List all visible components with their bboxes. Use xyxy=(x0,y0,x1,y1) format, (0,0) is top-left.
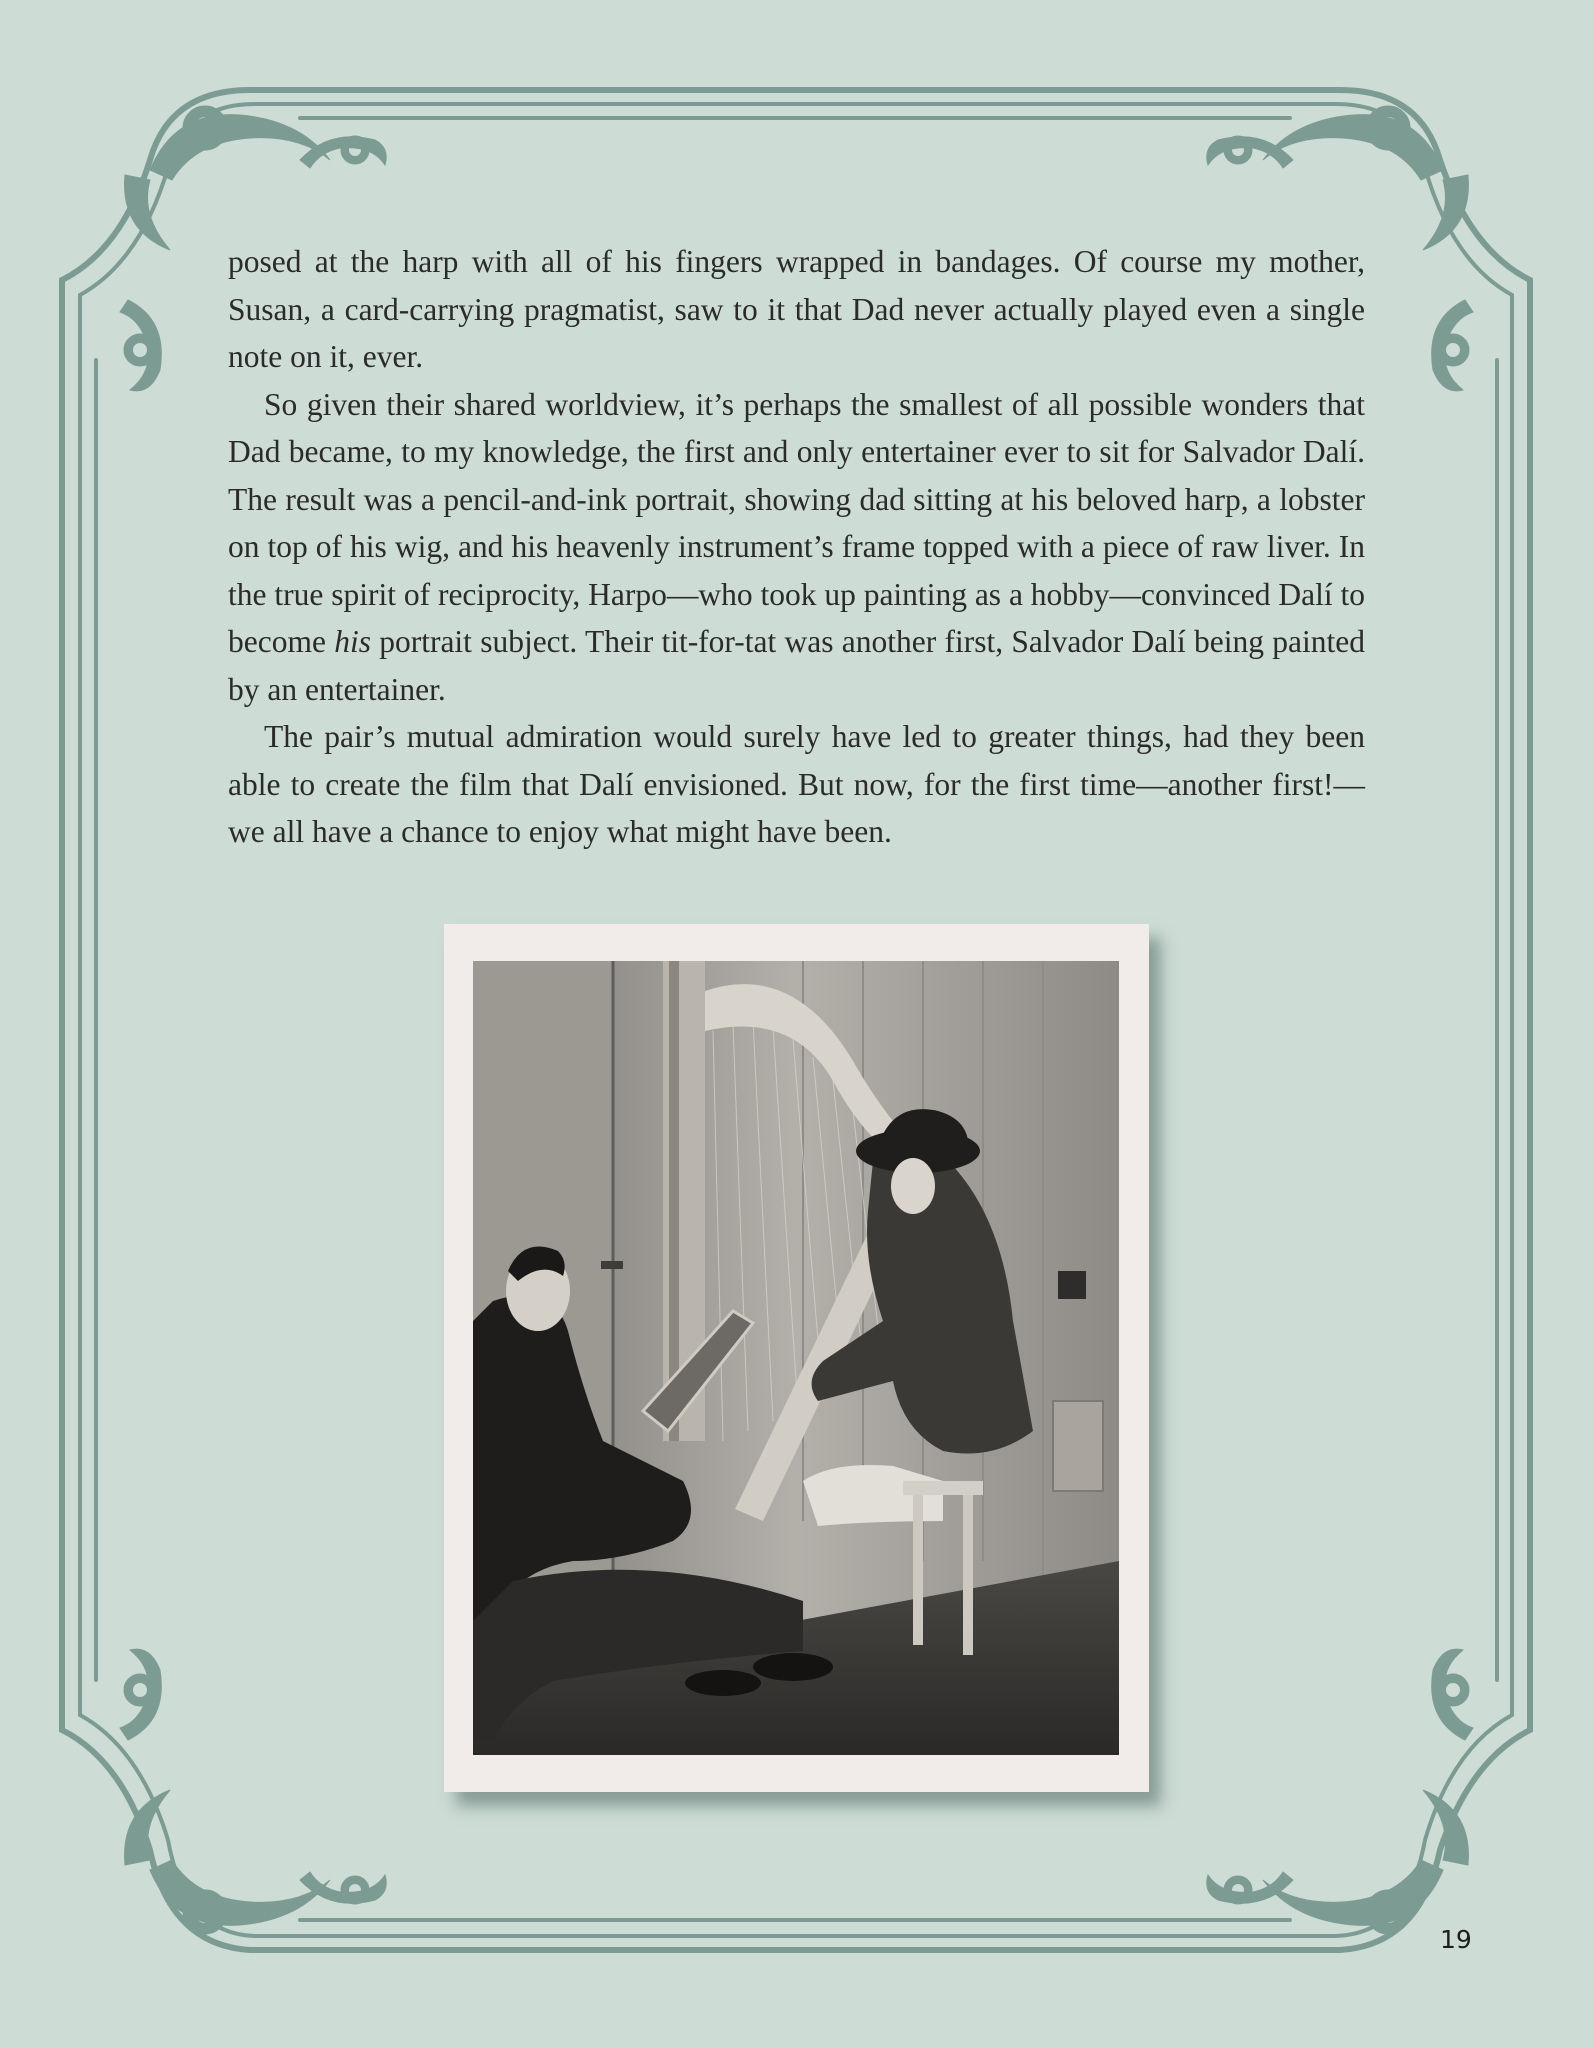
paragraph-2: So given their shared worldview, it’s perhaps the smallest of all possible wonders that Dad became, to my knowledge, the first and only entertainer ever to sit for Salvador Dalí. The result was a pencil-and-ink portrait, showing dad sitting at his beloved harp, a lobster on top of his wig, and his heavenly instrument’s frame topped with a piece of raw liver. In the true spirit of reciprocity, Harpo—who took up painting as a hobby—convinced Dalí to become his portrait subject. Their tit-for-tat was another first, Salvador Dalí being painted by an entertainer. xyxy=(228,386,1365,707)
corner-flourish-bottom-left xyxy=(120,1649,386,1934)
paragraph-3: The pair’s mutual admiration would surely have led to greater things, had they been able to create the film that Dalí envisioned. But now, for the first time—another first!—we all have a chance to enjoy what might have been. xyxy=(228,719,1365,849)
page-number: 19 xyxy=(1440,1925,1472,1954)
photo-mount xyxy=(444,924,1149,1792)
corner-flourish-bottom-right xyxy=(1207,1649,1473,1934)
body-text xyxy=(228,238,1365,856)
paragraph-1: posed at the harp with all of his fingers wrapped in bandages. Of course my mother, Susan, a card-carrying pragmatist, saw to it that Dad never actually played even a single note on it, ever. xyxy=(228,244,1365,374)
emphasis-his: his xyxy=(334,624,371,659)
photograph xyxy=(473,961,1119,1755)
photograph-image xyxy=(473,961,1119,1755)
